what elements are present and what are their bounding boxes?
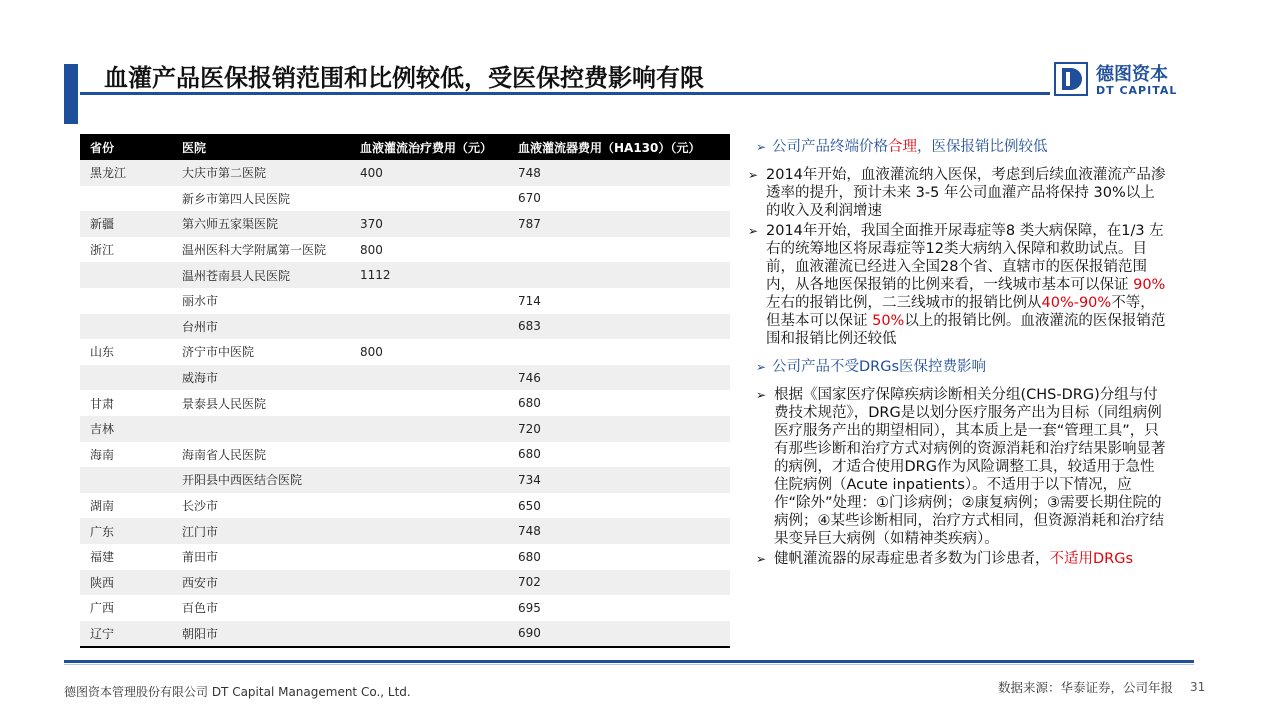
cell-treatment-fee: 370 <box>350 211 508 237</box>
cell-hospital: 大庆市第二医院 <box>172 160 350 186</box>
cell-province <box>80 365 172 391</box>
data-source: 数据来源：华泰证券，公司年报 <box>998 680 1174 695</box>
cell-device-fee: 720 <box>508 416 730 442</box>
table-row <box>80 621 730 648</box>
table-row <box>80 442 730 468</box>
company-logo <box>1054 60 1204 100</box>
cell-province <box>80 314 172 340</box>
cell-hospital: 百色市 <box>172 595 350 621</box>
footer-divider-thin <box>64 664 1194 665</box>
cell-device-fee: 680 <box>508 442 730 468</box>
cell-province <box>80 186 172 212</box>
table-header-row <box>80 134 730 160</box>
table-row <box>80 518 730 544</box>
cell-province: 吉林 <box>80 416 172 442</box>
cell-hospital: 景泰县人民医院 <box>172 390 350 416</box>
table-row <box>80 262 730 288</box>
cell-province: 陕西 <box>80 570 172 596</box>
cell-device-fee <box>508 339 730 365</box>
page-title: 血灌产品医保报销范围和比例较低，受医保控费影响有限 <box>104 64 704 92</box>
cell-treatment-fee <box>350 186 508 212</box>
cell-province <box>80 262 172 288</box>
cell-hospital: 温州医科大学附属第一医院 <box>172 237 350 263</box>
cell-device-fee: 695 <box>508 595 730 621</box>
cell-device-fee: 690 <box>508 621 730 648</box>
cell-treatment-fee <box>350 621 508 648</box>
cell-device-fee: 787 <box>508 211 730 237</box>
table-row <box>80 416 730 442</box>
reimbursement-table <box>80 134 730 648</box>
cell-hospital: 温州苍南县人民医院 <box>172 262 350 288</box>
bullet-major-disease: ➢ 2014年开始，我国全面推开尿毒症等8 类大病保障，在1/3 左右的统筹地区将尿毒症等12类大病纳入保障和救助试点。目前，血液灌流已经进入全国28个省、直辖市的医保报销范围内，从各地医保报销的比例来看，一线城市基本可以保证 90%左右的报销比例，二三线城市的报销比例从40%-90%不等，但基本可以保证 50%以上的报销比例。血液灌流的医保报销范围和报销比例还较低 <box>748 223 1166 347</box>
cell-treatment-fee <box>350 390 508 416</box>
cell-hospital: 江门市 <box>172 518 350 544</box>
arrow-bullet-icon: ➢ <box>756 360 767 374</box>
cell-treatment-fee <box>350 518 508 544</box>
cell-hospital: 新乡市第四人民医院 <box>172 186 350 212</box>
table-row <box>80 186 730 212</box>
cell-device-fee: 748 <box>508 160 730 186</box>
page-number: 31 <box>1190 680 1206 694</box>
cell-treatment-fee <box>350 416 508 442</box>
table-row <box>80 160 730 186</box>
cell-province: 广西 <box>80 595 172 621</box>
logo-d-icon <box>1054 62 1088 96</box>
cell-province: 海南 <box>80 442 172 468</box>
cell-treatment-fee: 1112 <box>350 262 508 288</box>
cell-hospital: 海南省人民医院 <box>172 442 350 468</box>
table-row <box>80 365 730 391</box>
cell-hospital: 西安市 <box>172 570 350 596</box>
cell-province: 湖南 <box>80 493 172 519</box>
cell-device-fee: 680 <box>508 390 730 416</box>
cell-province: 广东 <box>80 518 172 544</box>
bullet-drg-spec: ➢ 根据《国家医疗保障疾病诊断相关分组(CHS-DRG)分组与付费技术规范》，DRG是以划分医疗服务产出为目标（同组病例医疗服务产出的期望相同），其本质上是一套“管理工具”，只有那些诊断和治疗方式对病例的资源消耗和治疗结果影响显著的病例，才适合使用DRG作为风险调整工具，较适用于急性住院病例（Acute inpatients）。不适用于以下情况，应作“除外”处理：①门诊病例；②康复病例；③需要长期住院的病例；④某些诊断相同，治疗方式相同，但资源消耗和治疗结果变异巨大病例（如精神类疾病）。 <box>756 387 1166 547</box>
cell-hospital: 威海市 <box>172 365 350 391</box>
header-device-fee: 血液灌流器费用（HA130）（元） <box>508 134 730 160</box>
cell-hospital: 莆田市 <box>172 544 350 570</box>
title-divider <box>80 92 1050 95</box>
cell-hospital: 长沙市 <box>172 493 350 519</box>
cell-device-fee: 746 <box>508 365 730 391</box>
cell-province: 福建 <box>80 544 172 570</box>
cell-province: 甘肃 <box>80 390 172 416</box>
cell-province: 黑龙江 <box>80 160 172 186</box>
cell-treatment-fee <box>350 467 508 493</box>
cell-treatment-fee: 800 <box>350 237 508 263</box>
section-heading-drgs: ➢ 公司产品不受DRGs医保控费影响 <box>756 359 987 375</box>
cell-province <box>80 288 172 314</box>
arrow-bullet-icon: ➢ <box>756 388 767 402</box>
cell-device-fee <box>508 262 730 288</box>
arrow-bullet-icon: ➢ <box>748 224 759 238</box>
table-row <box>80 467 730 493</box>
cell-hospital: 丽水市 <box>172 288 350 314</box>
bullet-insurance-2014: ➢ 2014年开始，血液灌流纳入医保，考虑到后续血液灌流产品渗透率的提升，预计未来 3-5 年公司血灌产品将保持 30%以上的收入及利润增速 <box>748 167 1166 219</box>
cell-hospital <box>172 416 350 442</box>
cell-device-fee: 650 <box>508 493 730 519</box>
footer-company: 德图资本管理股份有限公司 DT Capital Management Co., Ltd. <box>64 685 411 699</box>
cell-treatment-fee <box>350 288 508 314</box>
table-row <box>80 570 730 596</box>
header-hospital: 医院 <box>172 134 350 160</box>
cell-hospital: 朝阳市 <box>172 621 350 648</box>
header-province: 省份 <box>80 134 172 160</box>
table-row <box>80 544 730 570</box>
cell-treatment-fee <box>350 365 508 391</box>
arrow-bullet-icon: ➢ <box>756 552 767 566</box>
bullet-outpatient: ➢ 健帆灌流器的尿毒症患者多数为门诊患者，不适用DRGs <box>756 551 1134 567</box>
cell-device-fee: 683 <box>508 314 730 340</box>
arrow-bullet-icon: ➢ <box>756 140 767 154</box>
cell-hospital: 开阳县中西医结合医院 <box>172 467 350 493</box>
logo-cn-text: 德图资本 <box>1096 64 1168 85</box>
table-row <box>80 390 730 416</box>
table-row <box>80 237 730 263</box>
cell-device-fee: 714 <box>508 288 730 314</box>
cell-treatment-fee <box>350 493 508 519</box>
cell-province: 新疆 <box>80 211 172 237</box>
cell-treatment-fee <box>350 314 508 340</box>
cell-hospital: 台州市 <box>172 314 350 340</box>
cell-province: 山东 <box>80 339 172 365</box>
analysis-panel <box>748 138 1168 568</box>
table-row <box>80 211 730 237</box>
cell-province: 辽宁 <box>80 621 172 648</box>
table-row <box>80 339 730 365</box>
cell-province <box>80 467 172 493</box>
header-treatment-fee: 血液灌流治疗费用（元） <box>350 134 508 160</box>
cell-treatment-fee <box>350 544 508 570</box>
cell-device-fee <box>508 237 730 263</box>
cell-treatment-fee: 400 <box>350 160 508 186</box>
cell-device-fee: 748 <box>508 518 730 544</box>
cell-treatment-fee <box>350 595 508 621</box>
cell-hospital: 济宁市中医院 <box>172 339 350 365</box>
title-accent-bar <box>64 64 78 124</box>
table-row <box>80 288 730 314</box>
section-heading-pricing: ➢ 公司产品终端价格合理，医保报销比例较低 <box>756 139 1048 155</box>
cell-device-fee: 702 <box>508 570 730 596</box>
table-row <box>80 595 730 621</box>
arrow-bullet-icon: ➢ <box>748 168 759 182</box>
table-row <box>80 314 730 340</box>
cell-treatment-fee: 800 <box>350 339 508 365</box>
cell-device-fee: 680 <box>508 544 730 570</box>
cell-treatment-fee <box>350 442 508 468</box>
logo-en-text: DT CAPITAL <box>1096 84 1178 97</box>
cell-treatment-fee <box>350 570 508 596</box>
cell-device-fee: 734 <box>508 467 730 493</box>
cell-device-fee: 670 <box>508 186 730 212</box>
cell-hospital: 第六师五家渠医院 <box>172 211 350 237</box>
table-row <box>80 493 730 519</box>
footer-divider <box>64 660 1194 663</box>
cell-province: 浙江 <box>80 237 172 263</box>
